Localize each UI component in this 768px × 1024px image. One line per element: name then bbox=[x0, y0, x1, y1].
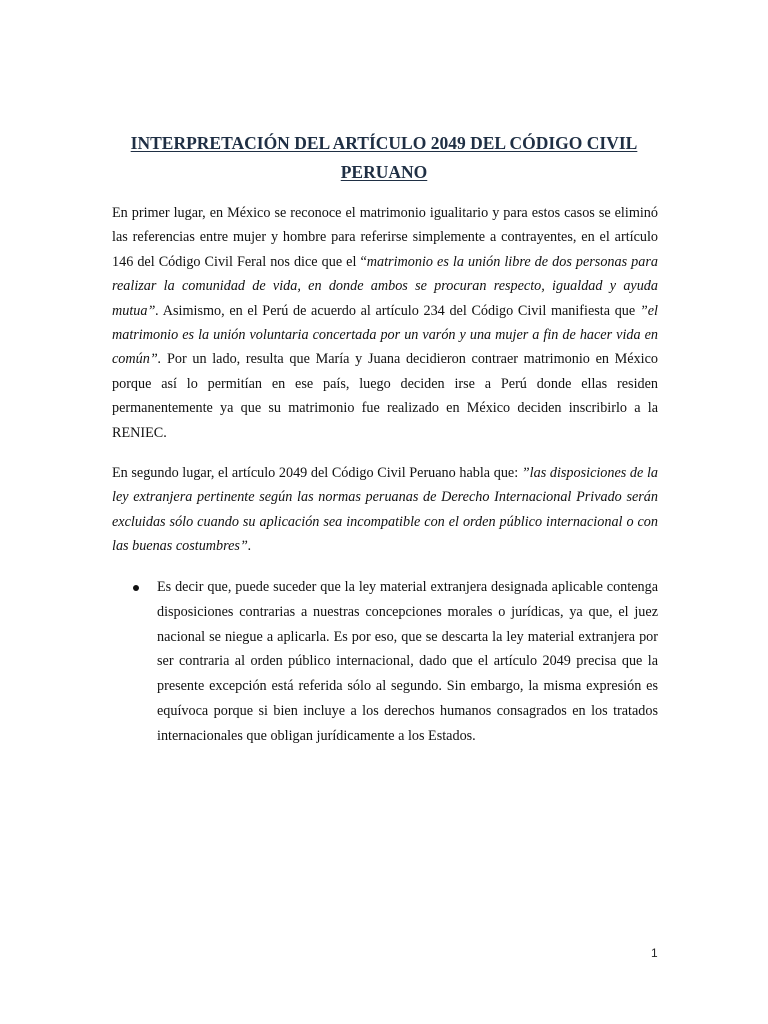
paragraph-1-quote-1: matrimonio es la unión libre de dos personas para realizar la comunidad de vida, en donde ambos se procuran respecto, igualdad y ayuda mutua”. bbox=[112, 253, 658, 319]
paragraph-2-quote-1: ”las disposiciones de la ley extranjera pertinente según las normas peruanas de Derecho Internacional Privado serán excluidas sólo cuando su aplicación sea incompatible con el orden público internacional o con las buenas costumbres”. bbox=[112, 465, 658, 555]
paragraph-1-quote-2: ”el matrimonio es la unión voluntaria concertada por un varón y una mujer a fin de hacer vida en común”. bbox=[112, 302, 658, 368]
paragraph-1-text-1: En primer lugar, en México se reconoce el matrimonio igualitario y para estos casos se eliminó las referencias entre mujer y hombre para referirse simplemente a contrayentes, en el artículo 146 del Código Civil Feral nos dice que el “ bbox=[112, 205, 658, 270]
bullet-text: Es decir que, puede suceder que la ley material extranjera designada aplicable contenga disposiciones contrarias a nuestras concepciones morales o jurídicas, ya que, el juez nacional se niegue a aplicarla. Es por eso, que se descarta la ley material extranjera por ser contraria al orden público internacional, dado que el artículo 2049 precisa que la presente excepción está referida sólo al segundo. Sin embargo, la misma expresión es equívoca porque si bien incluye a los derechos humanos consagrados en los tratados internacionales que obligan jurídicamente a los Estados. bbox=[157, 579, 658, 744]
page-number: 1 bbox=[651, 946, 658, 960]
paragraph-1-text-2: Asimismo, en el Perú de acuerdo al artículo 234 del Código Civil manifiesta que bbox=[158, 302, 640, 319]
paragraph-1-text-3: Por un lado, resulta que María y Juana decidieron contraer matrimonio en México porque así lo permitían en ese país, luego deciden irse a Perú donde ellas residen permanentemente ya que su matrimonio fue realizado en México deciden inscribirlo a la RENIEC. bbox=[112, 351, 658, 441]
title-line-2: PERUANO bbox=[340, 162, 428, 182]
bullet-list bbox=[112, 575, 658, 749]
paragraph-1 bbox=[112, 201, 658, 445]
paragraph-2 bbox=[112, 461, 658, 559]
list-item bbox=[112, 575, 658, 749]
document-title bbox=[100, 129, 668, 187]
paragraph-2-text-1: En segundo lugar, el artículo 2049 del Código Civil Peruano habla que: bbox=[112, 465, 522, 481]
bullet-dot-icon bbox=[133, 585, 139, 591]
title-line-1: INTERPRETACIÓN DEL ARTÍCULO 2049 DEL CÓDIGO CIVIL bbox=[130, 133, 638, 153]
